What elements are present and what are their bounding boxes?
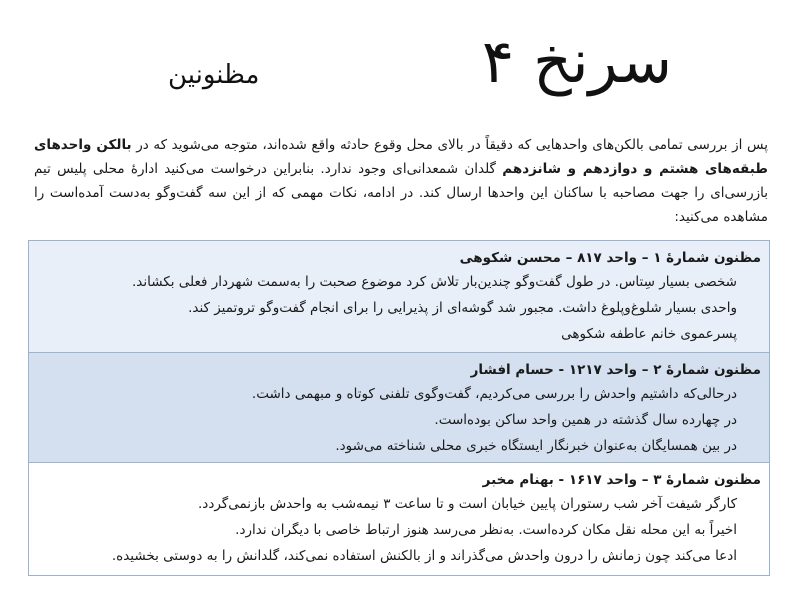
suspect-title: مظنون شمارهٔ ۳ – واحد ۱۶۱۷ - بهنام مخبر bbox=[482, 472, 761, 488]
suspect-note: شخصی بسیار سِتاس. در طول گفت‌وگو چندین‌بار تلاش کرد موضوع صحبت را به‌سمت شهردار فعلی بکشاند. bbox=[131, 274, 737, 290]
suspect-notes bbox=[37, 381, 761, 459]
suspect-card-3 bbox=[29, 463, 769, 575]
suspect-card-2 bbox=[29, 353, 769, 463]
suspects-table bbox=[28, 240, 770, 576]
suspect-title: مظنون شمارهٔ ۱ – واحد ۸۱۷ – محسن شکوهی bbox=[459, 250, 761, 266]
suspect-note: ادعا می‌کند چون زمانش را درون واحدش می‌گذراند و از بالکنش استفاده نمی‌کند، گلدانش را به دوستی بخشیده. bbox=[111, 548, 737, 564]
suspect-note: در چهارده سال گذشته در همین واحد ساکن بوده‌است. bbox=[434, 412, 737, 428]
clue-title: سرنخ ۴ bbox=[481, 27, 672, 97]
intro-bold-balconies: بالکن واحدهای طبقه‌های هشتم و دوازدهم و شانزدهم bbox=[34, 137, 768, 177]
suspect-note: درحالی‌که داشتیم واحدش را بررسی می‌کردیم، گفت‌وگوی تلفنی کوتاه و مبهمی داشت. bbox=[251, 386, 737, 402]
intro-text-start: پس از بررسی تمامی بالکن‌های واحدهایی که دقیقاً در بالای محل وقوع حادثه واقع شده‌اند، متوجه می‌شوید که در bbox=[131, 137, 768, 153]
suspect-note: واحدی بسیار شلوغ‌وپلوغ داشت. مجبور شد گوشه‌ای از پذیرایی را برای انجام گفت‌وگو تروتمیز کند. bbox=[188, 300, 737, 316]
suspect-card-1 bbox=[29, 241, 769, 353]
suspect-note: اخیراً به این محله نقل مکان کرده‌است. به‌نظر می‌رسد هنوز ارتباط خاصی با دیگران ندارد. bbox=[235, 522, 737, 538]
intro-text-end: گلدان شمعدانی‌ای وجود ندارد. بنابراین درخواست می‌کنید ادارهٔ محلی پلیس تیم بازرسی‌ای را جهت مصاحبه با ساکنان این واحدها ارسال کند. در ادامه، نکات مهمی که از این سه گفت‌وگو به‌دست آمده‌است را مشاهده می‌کنید: bbox=[34, 161, 768, 225]
suspect-notes bbox=[37, 491, 761, 569]
suspect-note: پسرعموی خانم عاطفه شکوهی bbox=[561, 326, 737, 342]
suspects-subtitle: مظنونین bbox=[168, 60, 260, 90]
suspect-note: کارگر شیفت آخر شب رستوران پایین خیابان است و تا ساعت ۳ نیمه‌شب به واحدش بازنمی‌گردد. bbox=[198, 496, 737, 512]
suspect-notes bbox=[37, 269, 761, 347]
suspect-title: مظنون شمارهٔ ۲ – واحد ۱۲۱۷ - حسام افشار bbox=[470, 362, 761, 378]
intro-paragraph bbox=[34, 133, 768, 229]
suspect-note: در بین همسایگان به‌عنوان خبرنگار ایستگاه خبری محلی شناخته می‌شود. bbox=[335, 438, 737, 454]
